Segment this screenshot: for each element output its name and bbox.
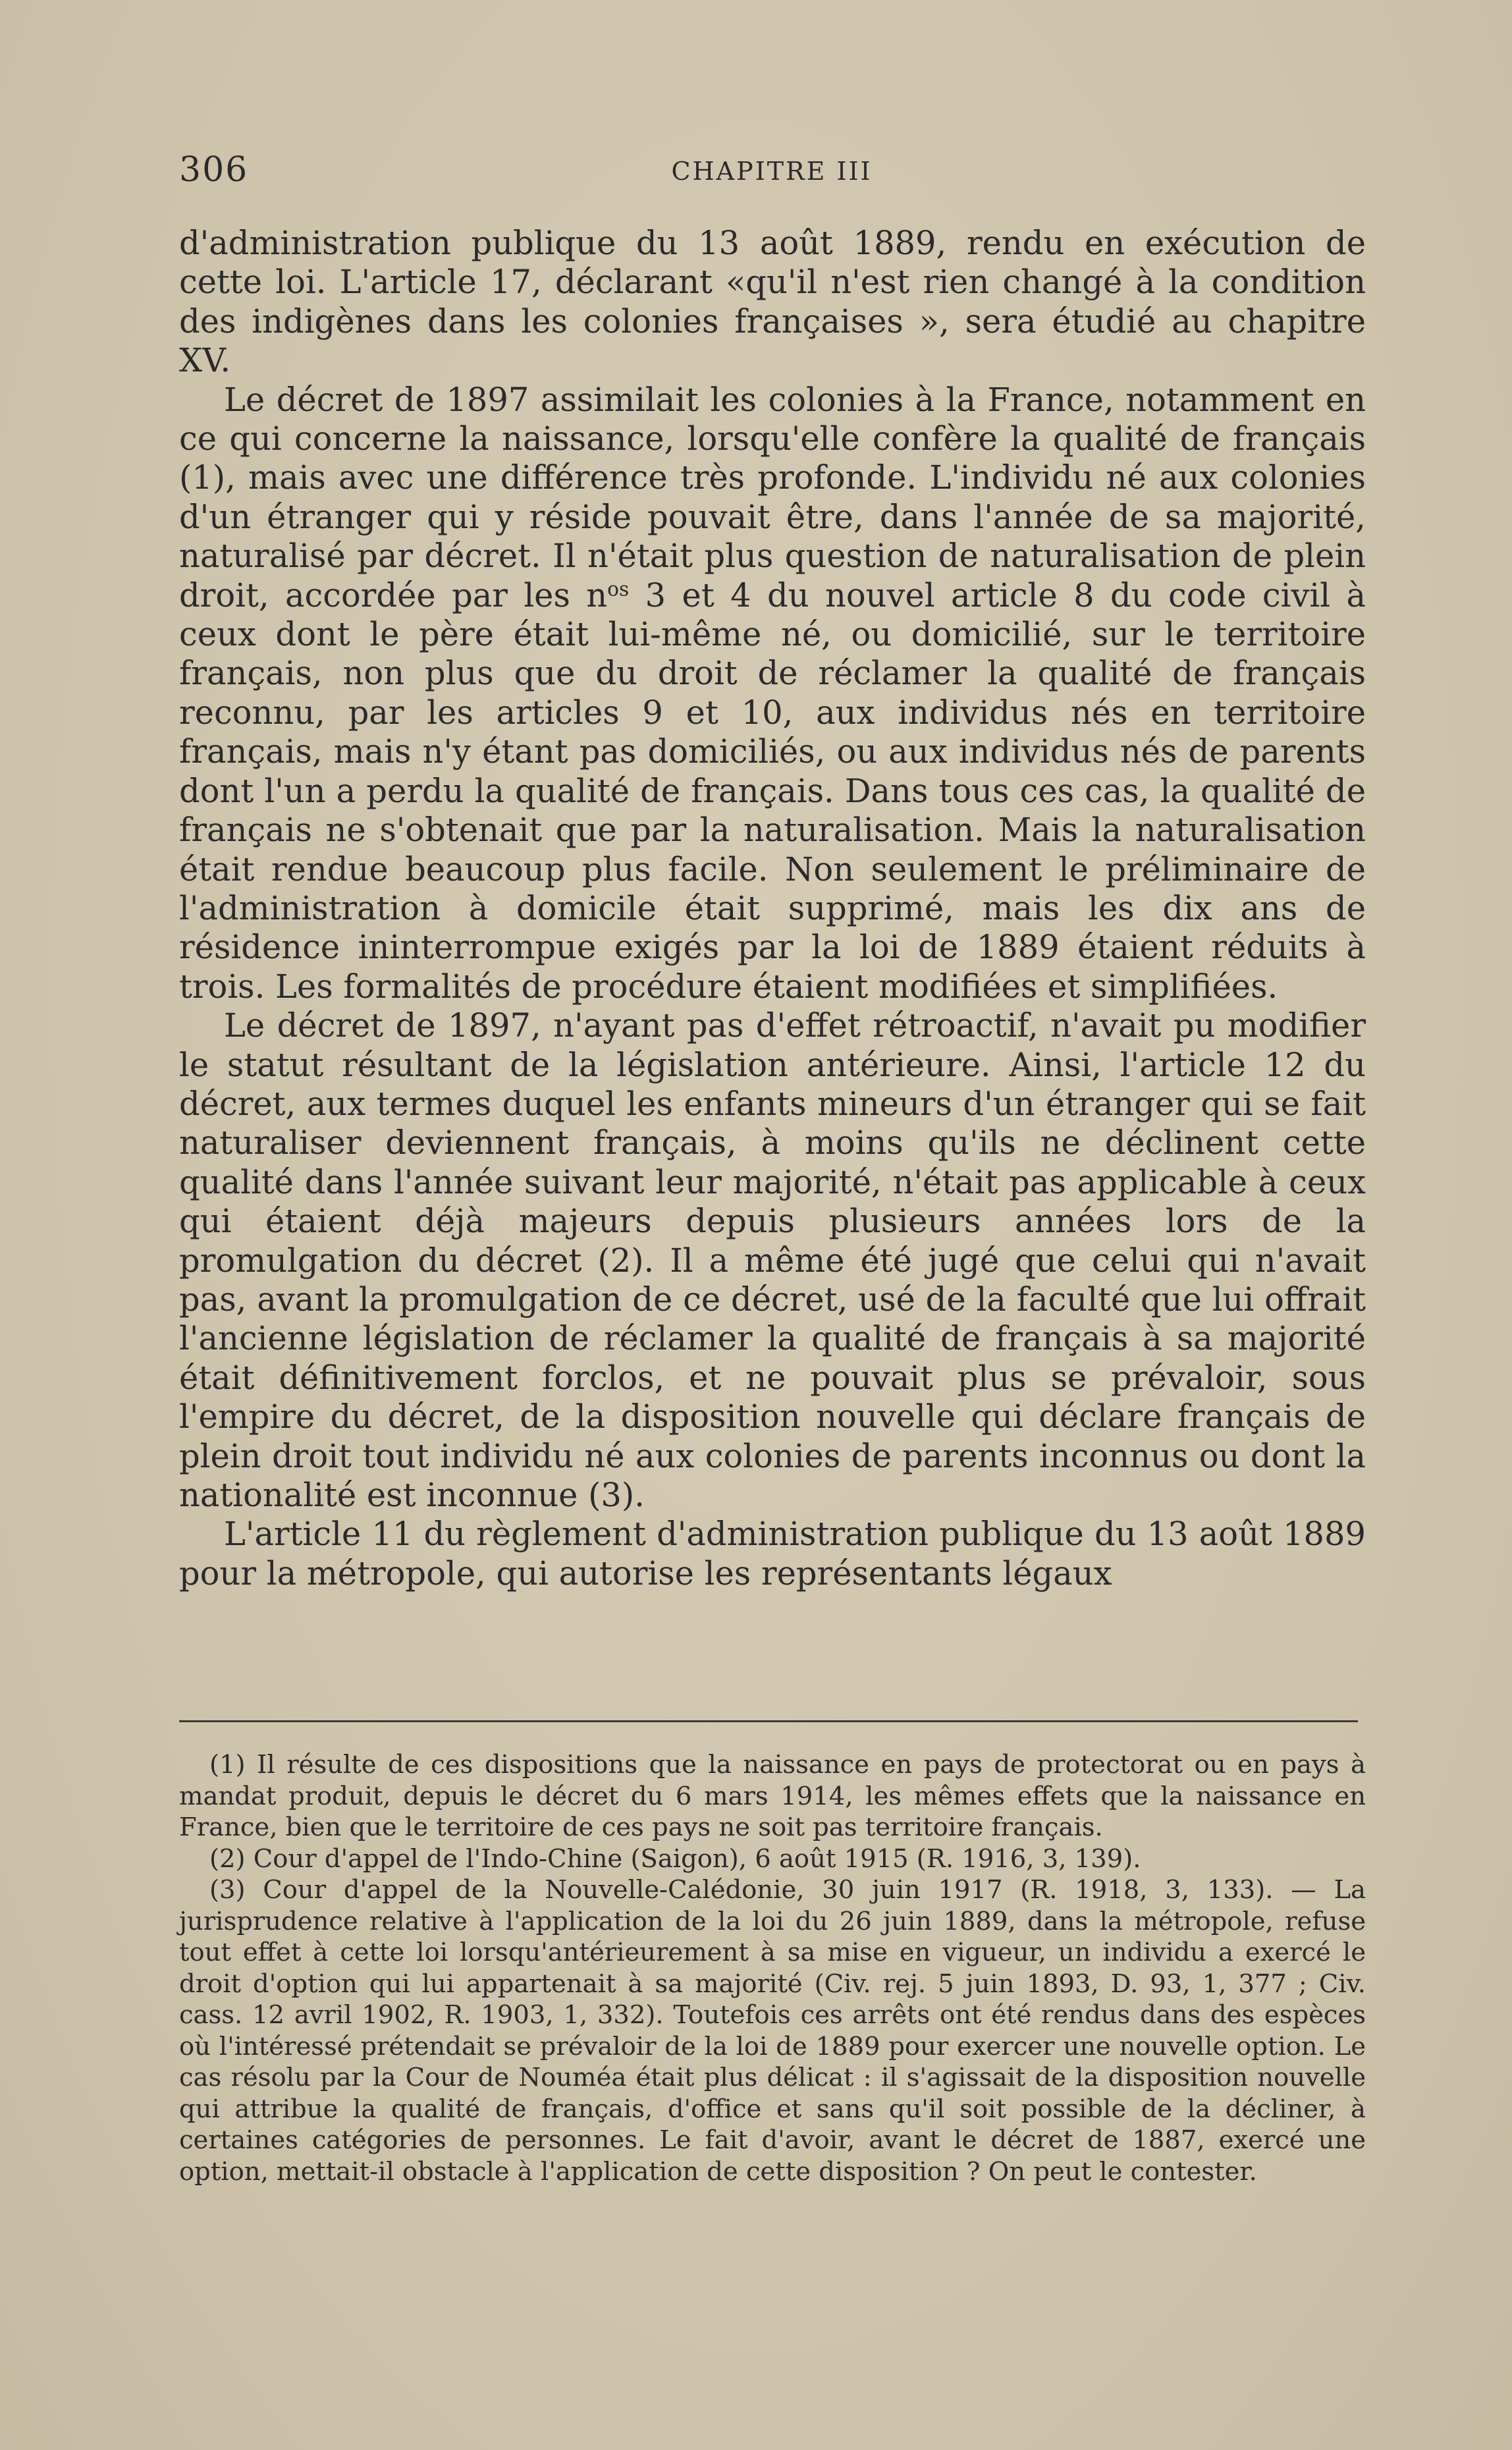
- page-header: [179, 150, 1364, 196]
- footnote-3: (3) Cour d'appel de la Nouvelle-Calédonie, 30 juin 1917 (R. 1918, 3, 133). — La jurisprudence relative à l'application de la loi du 26 juin 1889, dans la métropole, refuse tout effet à cette loi lorsqu'antérieurement à sa mise en vigueur, un individu a exercé le droit d'option qui lui appartenait à sa majorité (Civ. rej. 5 juin 1893, D. 93, 1, 377 ; Civ. cass. 12 avril 1902, R. 1903, 1, 332). Toutefois ces arrêts ont été rendus dans des espèces où l'intéressé prétendait se prévaloir de la loi de 1889 pour exercer une nouvelle option. Le cas résolu par la Cour de Nouméa était plus délicat : il s'agissait de la disposition nouvelle qui attribue la qualité de français, d'office et sans qu'il soit possible de la décliner, à certaines catégories de personnes. Le fait d'avoir, avant le décret de 1887, exercé une option, mettait-il obstacle à l'application de cette disposition ? On peut le contester.: [179, 1875, 1366, 2187]
- paragraph-3: Le décret de 1897, n'ayant pas d'effet rétroactif, n'avait pu modifier le statut résultant de la législation antérieure. Ainsi, l'article 12 du décret, aux termes duquel les enfants mineurs d'un étranger qui se fait naturaliser deviennent français, à moins qu'ils ne déclinent cette qualité dans l'année suivant leur majorité, n'était pas applicable à ceux qui étaient déjà majeurs depuis plusieurs années lors de la promulgation du décret (2). Il a même été jugé que celui qui n'avait pas, avant la promulgation de ce décret, usé de la faculté que lui offrait l'ancienne législation de réclamer la qualité de français à sa majorité était définitivement forclos, et ne pouvait plus se prévaloir, sous l'empire du décret, de la disposition nouvelle qui déclare français de plein droit tout individu né aux colonies de parents inconnus ou dont la nationalité est inconnue (3).: [179, 1006, 1366, 1514]
- footnote-1: (1) Il résulte de ces dispositions que la naissance en pays de protectorat ou en pays à mandat produit, depuis le décret du 6 mars 1914, les mêmes effets que la naissance en France, bien que le territoire de ces pays ne soit pas territoire français.: [179, 1750, 1366, 1842]
- paragraph-1: d'administration publique du 13 août 1889, rendu en exécution de cette loi. L'article 17, déclarant «qu'il n'est rien changé à la condition des indigènes dans les colonies françaises », sera étudié au chapitre XV.: [179, 224, 1366, 380]
- footnote-divider: [179, 1720, 1358, 1722]
- paragraph-4: L'article 11 du règlement d'administration publique du 13 août 1889 pour la métropole, qui autorise les représentants légaux: [179, 1515, 1366, 1592]
- paragraph-2: [179, 381, 1366, 1007]
- numero-superscript: os: [607, 578, 630, 601]
- footnote-2: (2) Cour d'appel de l'Indo-Chine (Saigon), 6 août 1915 (R. 1916, 3, 139).: [209, 1843, 1141, 1874]
- footnotes: [179, 1749, 1366, 2187]
- page-number: 306: [179, 150, 249, 190]
- paragraph-2-part-b: 3 et 4 du nouvel article 8 du code civil à ceux dont le père était lui-même né, ou domicilié, sur le territoire français, non plus que du droit de réclamer la qualité de français reconnu, par les articles 9 et 10, aux individus nés en territoire français, mais n'y étant pas domiciliés, ou aux individus nés de parents dont l'un a perdu la qualité de français. Dans tous ces cas, la qualité de français ne s'obtenait que par la naturalisation. Mais la naturalisation était rendue beaucoup plus facile. Non seulement le préliminaire de l'administration à domicile était supprimé, mais les dix ans de résidence ininterrompue exigés par la loi de 1889 étaient réduits à trois. Les formalités de procédure étaient modifiées et simplifiées.: [179, 576, 1366, 1006]
- running-head: CHAPITRE III: [671, 157, 873, 186]
- paragraph-2-part-a: Le décret de 1897 assimilait les colonies à la France, notamment en ce qui concerne la naissance, lorsqu'elle confère la qualité de français (1), mais avec une différence très profonde. L'individu né aux colonies d'un étranger qui y réside pouvait être, dans l'année de sa majorité, naturalisé par décret. Il n'était plus question de naturalisation de plein droit, accordée par les n: [179, 380, 1366, 614]
- main-text: [179, 224, 1366, 1593]
